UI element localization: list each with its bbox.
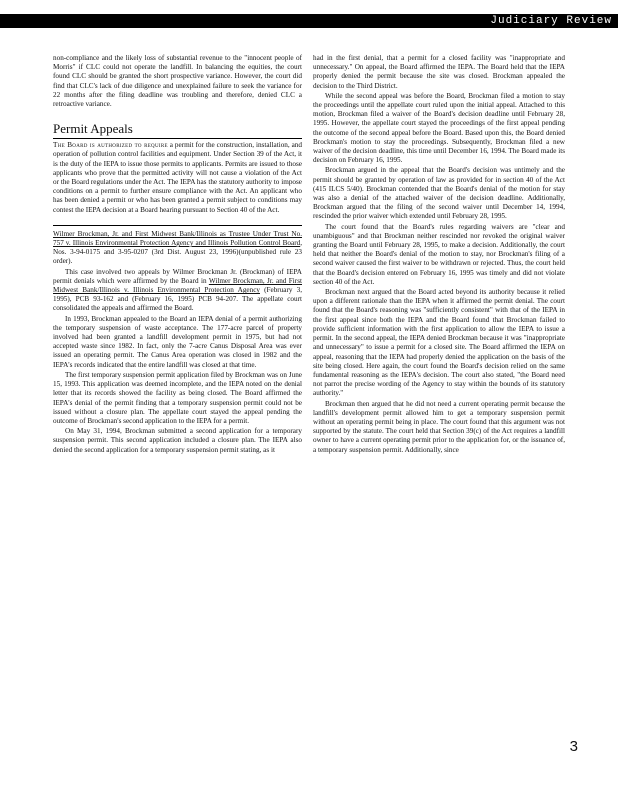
section-intro-paragraph [53,141,302,215]
divider-rule [53,225,302,226]
case-paragraph-1-pre: This case involved two appeals by Wilmer Brockman Jr. (Brockman) of IEPA permit denials which were affirmed by the Board in [53,267,302,285]
case-paragraph-4: On May 31, 1994, Brockman submitted a second application for a temporary suspension permit. This second application included a closure plan. The IEPA also denied the second application for a temporary suspension permit stating, as it [53,427,302,454]
right-paragraph-2: While the second appeal was before the Board, Brockman filed a motion to stay the proceedings until the appellate court ruled upon the initial appeal. Attached to this motion, Brockman filed a waiver of the Board's decision deadline until February 28, 1995. However, the appellate court stayed the proceedings of the first appeal pending the outcome of the second appeal before the Board. Based upon this, the Board denied Brockman's motion to stay the proceedings. Subsequently, Brockman filed a new waiver of the decision deadline, this time until December 16, 1994. The Board made its decision on February 16, 1995. [313,91,565,165]
masthead-bar [0,14,618,28]
right-paragraph-1: had in the first denial, that a permit for a closed facility was "inappropriate and unnecessary." On appeal, the Board affirmed the IEPA. The Board held that the IEPA properly denied the permit because the site was closed. Brockman appealed the decision to the Third District. [313,54,565,90]
inline-case-name: Wilmer Brockman, Jr. and First Midwest Bank/Illinois v. Illinois Environmental Protection Agency [53,276,302,295]
section-heading: Permit Appeals [53,121,302,139]
case-paragraph-2: In 1993, Brockman appealed to the Board an IEPA denial of a permit authorizing the temporary suspension of waste acceptance. The 177-acre parcel of property involved had been granted a landfill development permit in 1975, but had not accepted waste since 1982. In fact, only the 7-acre Canus Disposal Area was ever issued an operating permit. The Canus Area operation was closed in 1982 and the IEPA's records indicated that the entire landfill was closed at that time. [53,314,302,369]
intro-paragraph: non-compliance and the likely loss of substantial revenue to the "innocent people of Morris" if CLC could not operate the landfill. In balancing the equities, the court found CLC should be granted the short prospective variance. However, the court did find that CLC's lack of due diligence and unexplained failure to seek the variance for 22 months after the filing deadline was troubling and therefore, denied CLC a retroactive variance. [53,54,302,109]
case-paragraph-1 [53,268,302,314]
case-citation [53,230,302,267]
page-number: 3 [569,738,578,755]
right-column [313,54,565,456]
left-column [53,54,302,456]
publication-title: Judiciary Review [490,15,612,27]
section-body: a permit for the construction, installation, and operation of pollution control facilities and equipment. Under Section 39 of the Act, it is the duty of the IEPA to issue those permits to applicants. Permits are issued to those applicants who prove that the permitted activity will not cause a violation of the Act or the Board regulations under the Act. The IEPA has the statutory authority to impose conditions on a permit to further ensure compliance with the Act. An applicant who has been denied a permit or who has been granted a permit subject to conditions may contest the IEPA decision at a Board hearing pursuant to Section 40 of the Act. [53,141,302,214]
case-paragraph-3: The first temporary suspension permit application filed by Brockman was on June 15, 1993. This application was deemed incomplete, and the IEPA noted on the denial letter that its records showed the facility as being closed. The Board affirmed the IEPA's denial of the permit finding that a temporary suspension permit could not be issued without a closure plan. The appellate court stayed the appeal pending the outcome of Brockman's second application to the IEPA for a permit. [53,370,302,425]
case-title: Wilmer Brockman, Jr. and First Midwest Bank/Illinois as Trustee Under Trust No. 757 v. Illinois Environmental Protection Agency and Illinois Pollution Control Board [53,229,302,248]
right-paragraph-6: Brockman then argued that he did not need a current operating permit because the landfill's development permit allowed him to get a temporary suspension permit without an operating permit being in place. The court found that this argument was not supported by the statute. The court held that Section 39(c) of the Act requires a landfill owner to have a current operating permit prior to the application for, or the issuance of, a temporary suspension permit. Additionally, since [313,399,565,454]
case-cite: , Nos. 3-94-0175 and 3-95-0207 (3rd Dist. August 23, 1996)(unpublished rule 23 order). [53,239,302,266]
section-lead-in: The Board is authorized to require [53,141,168,150]
right-paragraph-4: The court found that the Board's rules regarding waivers are "clear and unambiguous" and that Brockman neither rescinded nor revoked the original waiver granting the Board until February 28, 1995, to make a decision. Additionally, the court held that neither the Board's denial of the motion to stay, nor Brockman's filing of a second waiver caused the first waiver to be withdrawn or rejected. Thus, the court held that the Board's decision entered on February 16, 1995 was timely and did not violate section 40 of the Act. [313,222,565,286]
right-paragraph-5: Brockman next argued that the Board acted beyond its authority because it relied upon a different rationale than the IEPA when it affirmed the permit denial. The court found that the Board's reasoning was "sufficiently consistent" with that of the IEPA in the first appeal since both the IEPA and the Board found that Brockman failed to provide sufficient information with the first application to allow the IEPA to issue a permit. In the second appeal, the IEPA denied Brockman because it was "inappropriate and unnecessary" to issue a permit for a closed site. The Board affirmed the IEPA on appeal, reasoning that the IEPA had properly denied the application on the basis of the site being closed. Here again, the court found the Board's decision relied on the same fundamental reasoning as the IEPA's decision. The court also stated, "the Board need not parrot the precise wording of the Agency to stay within the bounds of its statutory authority." [313,288,565,398]
case-paragraph-1-post: (February 3, 1995), PCB 93-162 and (February 16, 1995) PCB 94-207. The appellate court consolidated the appeals and affirmed the Board. [53,286,302,313]
right-paragraph-3: Brockman argued in the appeal that the Board's decision was untimely and the permit should be granted by operation of law as provided for in section 40 of the Act (415 ILCS 5/40). Brockman contended that the Board's denial of the motion for stay was also a denial of the attached waiver of the decision deadline. Additionally, Brockman argued that the filing of the second waiver until December 14, 1994, rescinded the prior waiver which extended until February 28, 1995. [313,166,565,221]
